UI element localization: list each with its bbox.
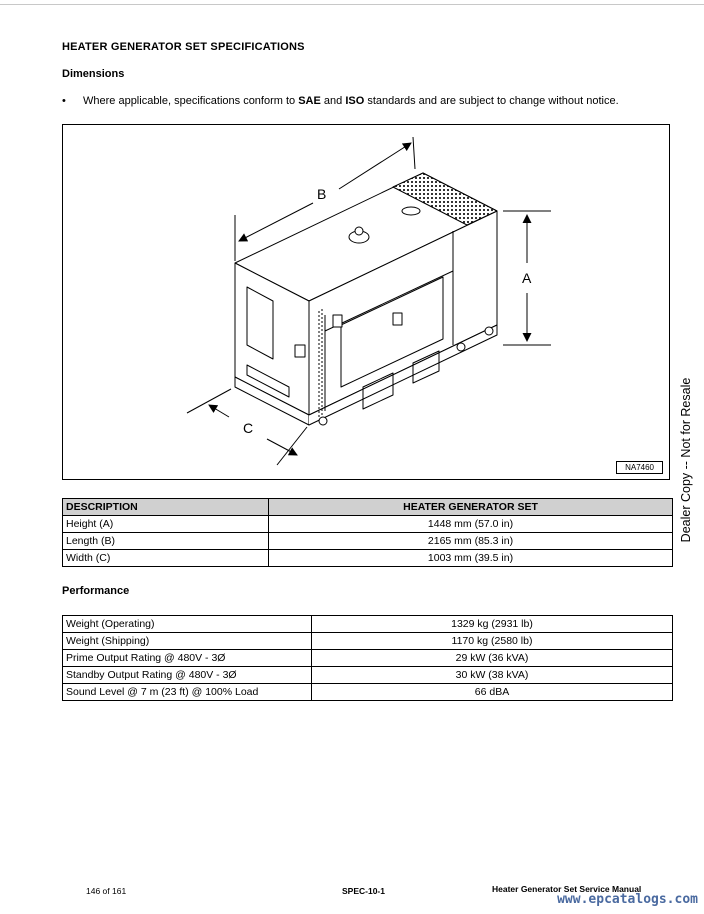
table-row [63, 533, 673, 550]
table-row [63, 684, 673, 701]
top-rule [0, 4, 704, 5]
row-label: Weight (Operating) [63, 616, 312, 633]
footer-section-code: SPEC-10-1 [342, 886, 385, 896]
dimension-b-label: B [317, 186, 327, 202]
figure-code: NA7460 [616, 461, 663, 474]
table-row [63, 550, 673, 567]
footer-page-number: 146 of 161 [86, 886, 127, 896]
row-label: Length (B) [63, 533, 269, 550]
table-row [63, 633, 673, 650]
dimensions-heading: Dimensions [62, 68, 125, 80]
dealer-copy-sidebar: Dealer Copy -- Not for Resale [679, 377, 693, 543]
row-value: 1003 mm (39.5 in) [269, 550, 673, 567]
row-label: Sound Level @ 7 m (23 ft) @ 100% Load [63, 684, 312, 701]
row-value: 1329 kg (2931 lb) [312, 616, 673, 633]
dimensions-table [62, 498, 673, 567]
table-row [63, 516, 673, 533]
bullet-symbol: • [62, 95, 66, 107]
row-value: 30 kW (38 kVA) [312, 667, 673, 684]
bullet-text: Where applicable, specifications conform to SAE and ISO standards and are subject to change without notice. [83, 95, 619, 107]
table-row [63, 667, 673, 684]
column-header-description: DESCRIPTION [63, 499, 269, 516]
row-label: Height (A) [63, 516, 269, 533]
column-header-generator-set: HEATER GENERATOR SET [269, 499, 673, 516]
row-label: Width (C) [63, 550, 269, 567]
watermark-text: www.epcatalogs.com [557, 892, 698, 907]
generator-figure [62, 124, 670, 480]
row-value: 2165 mm (85.3 in) [269, 533, 673, 550]
table-header-row [63, 499, 673, 516]
dimension-a-label: A [522, 270, 532, 286]
row-label: Weight (Shipping) [63, 633, 312, 650]
page-title: HEATER GENERATOR SET SPECIFICATIONS [62, 41, 305, 53]
row-value: 1170 kg (2580 lb) [312, 633, 673, 650]
table-row [63, 650, 673, 667]
row-value: 66 dBA [312, 684, 673, 701]
row-value: 1448 mm (57.0 in) [269, 516, 673, 533]
footer-manual-title: Heater Generator Set Service Manual [492, 884, 642, 894]
dimension-c-label: C [243, 420, 254, 436]
row-label: Prime Output Rating @ 480V - 3Ø [63, 650, 312, 667]
row-label: Standby Output Rating @ 480V - 3Ø [63, 667, 312, 684]
table-row [63, 616, 673, 633]
generator-illustration [63, 125, 669, 479]
performance-heading: Performance [62, 585, 130, 597]
performance-table [62, 615, 673, 701]
row-value: 29 kW (36 kVA) [312, 650, 673, 667]
